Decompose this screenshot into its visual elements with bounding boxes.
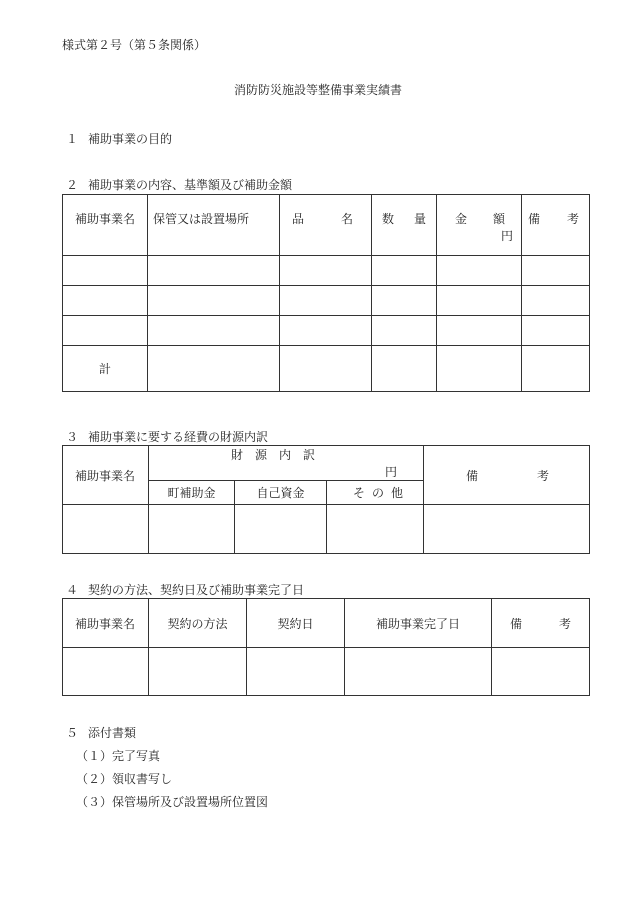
header-location: 保管又は設置場所 <box>148 195 280 256</box>
table-row <box>63 316 590 346</box>
form-number: 様式第２号（第５条関係） <box>62 38 207 52</box>
header-amount: 金 額 円 <box>437 195 522 256</box>
section-3-heading: 補助事業に要する経費の財源内訳 <box>88 430 269 444</box>
attachment-item: （２）領収書写し <box>76 772 173 786</box>
table-row <box>63 286 590 316</box>
attachment-item: （１）完了写真 <box>76 749 161 763</box>
attachment-item: （３）保管場所及び設置場所位置図 <box>76 795 269 809</box>
section-1-number: １ <box>66 132 79 146</box>
header-town-subsidy: 町補助金 <box>149 481 235 505</box>
section-2-heading: 補助事業の内容、基準額及び補助金額 <box>88 178 293 192</box>
page-title: 消防防災施設等整備事業実績書 <box>234 83 403 97</box>
header-contract-method: 契約の方法 <box>149 599 247 648</box>
header-project-name: 補助事業名 <box>63 446 149 505</box>
section-4-number: ４ <box>66 583 79 597</box>
header-own-funds: 自己資金 <box>235 481 327 505</box>
subsidy-content-table <box>62 194 590 392</box>
funding-breakdown-table <box>62 445 590 554</box>
section-5-number: ５ <box>66 726 79 740</box>
header-funding-breakdown: 財 源 内 訳 円 <box>149 446 424 481</box>
contract-table <box>62 598 590 696</box>
funding-unit: 円 <box>385 465 398 479</box>
header-item-name: 品 名 <box>280 195 372 256</box>
header-other: そ の 他 <box>327 481 424 505</box>
section-5-heading: 添付書類 <box>88 726 137 740</box>
total-row <box>63 346 590 392</box>
table-header-row <box>63 195 590 256</box>
header-project-name: 補助事業名 <box>63 195 148 256</box>
header-completion-date: 補助事業完了日 <box>345 599 492 648</box>
header-quantity: 数 量 <box>372 195 437 256</box>
header-remarks: 備 考 <box>522 195 590 256</box>
total-label: 計 <box>63 346 148 392</box>
section-3-number: ３ <box>66 430 79 444</box>
header-remarks: 備 考 <box>424 446 590 505</box>
header-contract-date: 契約日 <box>247 599 345 648</box>
header-remarks: 備 考 <box>492 599 590 648</box>
section-4-heading: 契約の方法、契約日及び補助事業完了日 <box>88 583 305 597</box>
section-2-number: ２ <box>66 178 79 192</box>
table-row <box>63 505 590 554</box>
header-project-name: 補助事業名 <box>63 599 149 648</box>
table-row <box>63 648 590 696</box>
section-1-heading: 補助事業の目的 <box>88 132 173 146</box>
table-row <box>63 256 590 286</box>
amount-unit: 円 <box>500 229 513 243</box>
